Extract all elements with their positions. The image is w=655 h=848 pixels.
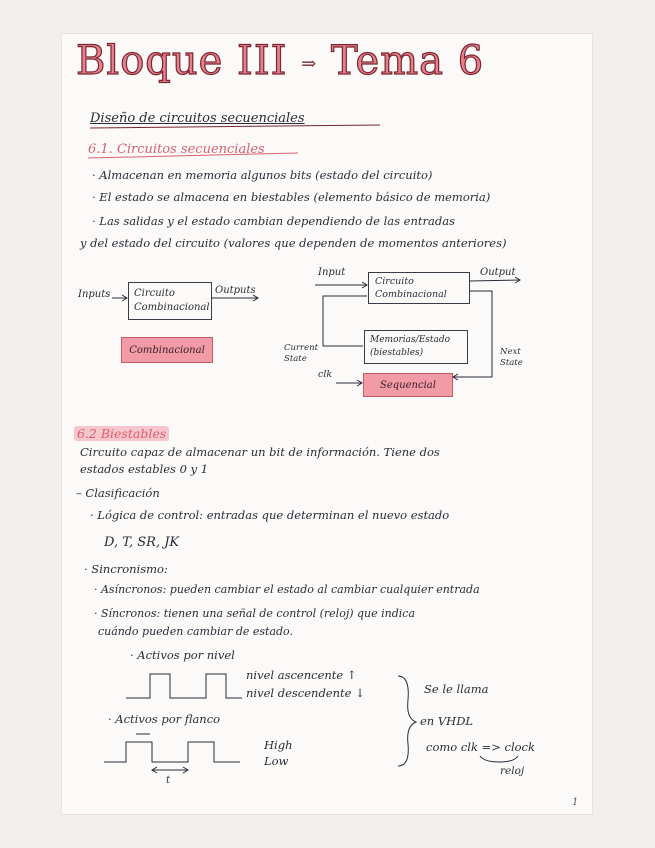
combinacional-caption: Combinacional [121, 337, 213, 363]
memory-label: Memorias/Estado (biestables) [370, 335, 451, 358]
subtitle: Diseño de circuitos secuenciales [90, 111, 305, 126]
intro-line-2: estados estables 0 y 1 [80, 462, 209, 476]
nivel-ascendente: nivel ascencente ↑ [246, 668, 357, 682]
next-state-label: Next State [500, 347, 523, 368]
bullet-1: · Almacenan en memoria algunos bits (estado del circuito) [92, 168, 433, 182]
asincronos-line: · Asíncronos: pueden cambiar el estado al cambiar cualquier entrada [94, 583, 480, 596]
bullet-2: · El estado se almacena en biestables (elemento básico de memoria) [92, 190, 491, 204]
clasificacion-label: – Clasificación [76, 486, 160, 500]
bloque-title: Bloque III [76, 38, 288, 84]
sincronos-line-2: cuándo pueden cambiar de estado. [98, 625, 293, 638]
seq-circuit-box [368, 272, 470, 304]
comb-circuit-label: Circuito Combinacional [134, 288, 210, 313]
seq-circuit-label: Circuito Combinacional [375, 276, 447, 300]
page-title [76, 38, 506, 84]
vhdl-line-1: Se le llama [424, 682, 489, 696]
sincronismo-label: · Sincronismo: [84, 562, 168, 576]
logica-control-line: · Lógica de control: entradas que determinan el nuevo estado [90, 508, 450, 522]
arrow-separator: ⇒ [301, 53, 318, 75]
intro-line-1: Circuito capaz de almacenar un bit de información. Tiene dos [80, 445, 440, 459]
comb-outputs-label: Outputs [215, 285, 256, 296]
seq-input-label: Input [318, 267, 346, 278]
vhdl-line-3: como clk => clock [426, 740, 535, 754]
nivel-descendente: nivel descendente ↓ [246, 686, 365, 700]
section-heading-6-1: 6.1. Circuitos secuenciales [88, 142, 265, 157]
current-state-label: Current State [284, 343, 319, 364]
comb-circuit-box [128, 282, 212, 320]
period-label: t [166, 775, 171, 786]
sincronos-line-1: · Síncronos: tienen una señal de control (reloj) que indica [94, 607, 416, 620]
reloj-label: reloj [500, 765, 525, 777]
section-heading-6-2 [74, 428, 169, 441]
memory-box [364, 330, 468, 364]
section-heading-6-2-text: 6.2 Biestables [74, 426, 169, 441]
bullet-3: · Las salidas y el estado cambian dependiendo de las entradas [92, 214, 455, 228]
activos-nivel-heading: · Activos por nivel [130, 648, 235, 662]
comb-inputs-label: Inputs [78, 289, 111, 300]
tema-title: Tema 6 [330, 38, 485, 84]
biestable-types: D, T, SR, JK [104, 535, 180, 550]
bullet-3-cont: y del estado del circuito (valores que dependen de momentos anteriores) [80, 236, 507, 250]
clk-label: clk [318, 369, 333, 380]
low-label: Low [264, 754, 289, 768]
vhdl-line-2: en VHDL [420, 714, 474, 728]
page-number: 1 [572, 797, 579, 808]
sequencial-caption: Sequencial [363, 373, 453, 397]
activos-flanco-heading: · Activos por flanco [108, 712, 221, 726]
high-label: High [264, 738, 293, 752]
seq-output-label: Output [480, 267, 516, 278]
